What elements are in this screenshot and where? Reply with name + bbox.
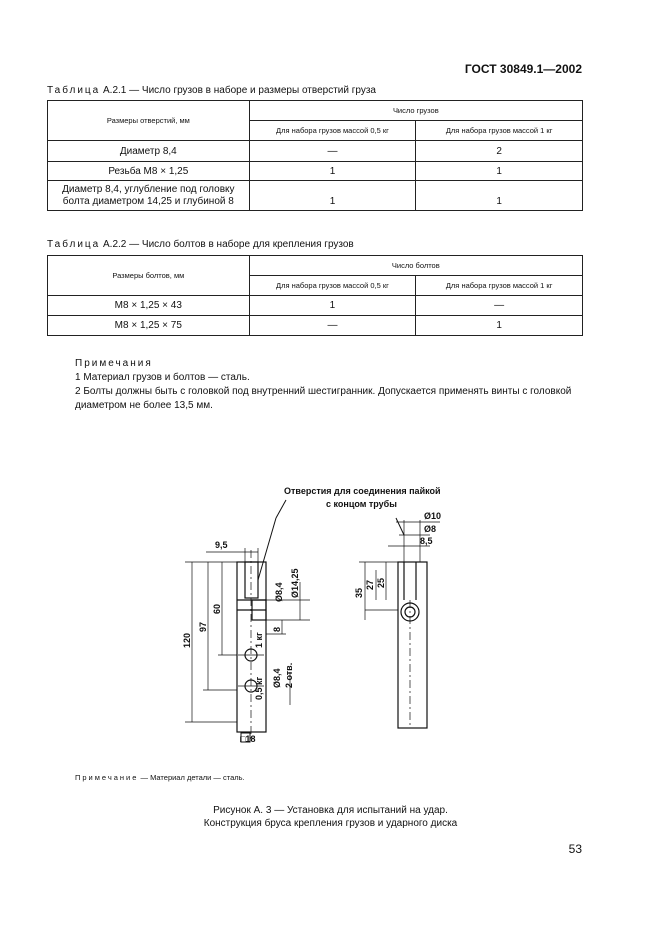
dim-d8: Ø8 <box>424 524 437 534</box>
note-item-2: 2 Болты должны быть с головкой под внутренний шестигранник. Допускается применять винты с головкой диаметром не более 13,5 мм. <box>75 386 572 411</box>
figure-note: Примечание — Материал детали — сталь. <box>75 773 245 782</box>
bar-side-view <box>398 562 427 728</box>
label-1kg: 1 кг <box>254 632 264 648</box>
table2-caption: Таблица А.2.2 — Число болтов в наборе для крепления грузов <box>47 239 354 250</box>
table2-sub1: Для набора грузов массой 0,5 кг <box>249 276 416 296</box>
notes-title: Примечания <box>75 358 153 369</box>
dim-60: 60 <box>212 603 222 614</box>
dim-8-5: 8,5 <box>420 536 433 546</box>
dim-d14-25: Ø14,25 <box>290 568 300 598</box>
dim-d8-4-b: Ø8,4 <box>272 668 282 688</box>
dim-8: 8 <box>272 626 282 632</box>
notes <box>75 357 585 413</box>
table1-sub1: Для набора грузов массой 0,5 кг <box>249 121 416 141</box>
table2-sub2: Для набора грузов массой 1 кг <box>416 276 583 296</box>
table-row: М8 × 1,25 × 75 — 1 <box>48 316 583 336</box>
dim-27: 27 <box>365 579 375 590</box>
standard-number: ГОСТ 30849.1—2002 <box>464 62 582 76</box>
table1-header-group: Число грузов <box>249 101 582 121</box>
label-2-holes: 2 отв. <box>284 662 294 688</box>
dim-sq18: □18 <box>240 734 256 744</box>
callout-line-2: с концом трубы <box>326 499 397 509</box>
dim-25: 25 <box>376 577 386 588</box>
dim-d10: Ø10 <box>424 511 442 521</box>
bore-top <box>245 562 258 598</box>
table1-header-left: Размеры отверстий, мм <box>48 101 250 141</box>
page-number: 53 <box>568 842 582 856</box>
technical-drawing <box>0 470 661 760</box>
table-row: М8 × 1,25 × 43 1 — <box>48 296 583 316</box>
table-a22 <box>47 255 583 336</box>
table-a21 <box>47 100 583 211</box>
dim-97: 97 <box>198 621 208 632</box>
table2-header-group: Число болтов <box>249 256 582 276</box>
dim-120: 120 <box>182 632 192 648</box>
table1-caption: Таблица А.2.1 — Число грузов в наборе и размеры отверстий груза <box>47 85 376 96</box>
table-row: Резьба М8 × 1,25 1 1 <box>48 162 583 181</box>
table2-header-left: Размеры болтов, мм <box>48 256 250 296</box>
note-item-1: 1 Материал грузов и болтов — сталь. <box>75 372 250 383</box>
table-row: Диаметр 8,4 — 2 <box>48 141 583 162</box>
label-05kg: 0,5 кг <box>254 676 264 700</box>
table-row: Диаметр 8,4, углубление под головку болта диаметром 14,25 и глубиной 8 1 1 <box>48 181 583 211</box>
table1-sub2: Для набора грузов массой 1 кг <box>416 121 583 141</box>
dim-35: 35 <box>354 587 364 598</box>
dim-d8-4: Ø8,4 <box>274 582 284 602</box>
callout-line-1: Отверстия для соединения пайкой <box>284 486 441 496</box>
dim-9-5: 9,5 <box>215 540 228 550</box>
figure-caption: Рисунок А. 3 — Установка для испытаний на удар. Конструкция бруса крепления грузов и ударного диска <box>203 805 458 829</box>
